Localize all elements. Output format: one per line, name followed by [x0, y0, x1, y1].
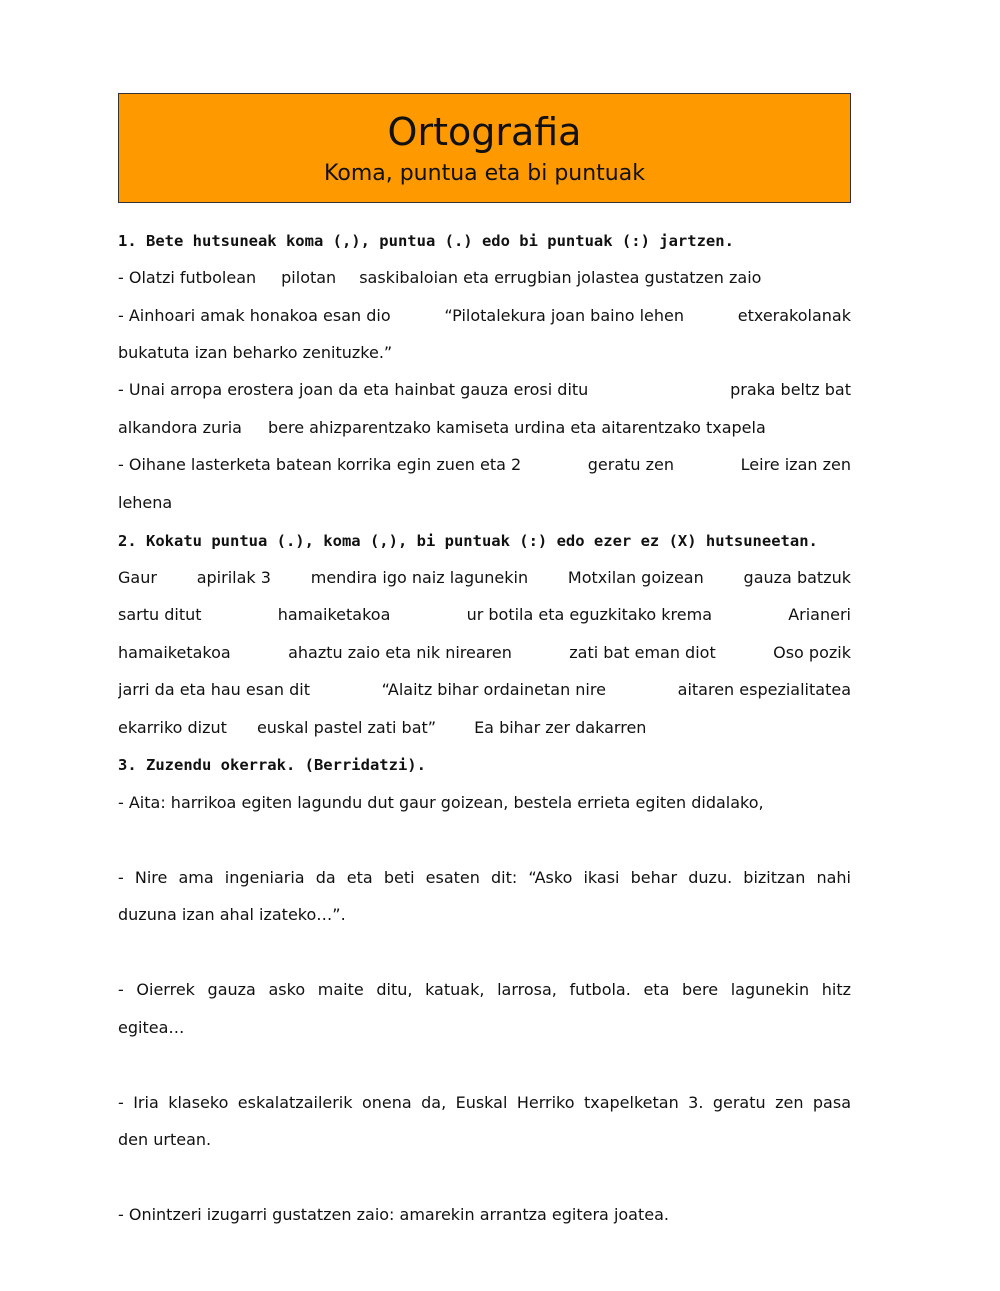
ex3-sentence-4-cont: den urtean.	[118, 1130, 212, 1149]
text-segment: saskibaloian eta errugbian jolastea gustatzen zaio	[359, 268, 762, 287]
ex1-sentence-3	[118, 377, 851, 403]
text-segment: Leire izan zen	[740, 455, 851, 474]
ex1-sentence-1	[118, 265, 851, 291]
ex3-sentence-2: - Nire ama ingeniaria da eta beti esaten dit: “Asko ikasi behar duzu. bizitzan nahi	[118, 868, 851, 887]
text-segment: apirilak 3	[196, 568, 271, 587]
text-segment: “Pilotalekura joan baino lehen	[444, 306, 684, 325]
text-segment: euskal pastel zati bat”	[256, 718, 437, 737]
text-segment: ekarriko dizut	[118, 718, 227, 737]
exercise1-heading: 1. Bete hutsuneak koma (,), puntua (.) edo bi puntuak (:) jartzen.	[118, 232, 734, 250]
text-segment: Arianeri	[788, 605, 851, 624]
ex2-line-4	[118, 677, 851, 703]
ex3-sentence-4: - Iria klaseko eskalatzailerik onena da, Euskal Herriko txapelketan 3. geratu zen pasa	[118, 1093, 851, 1112]
exercise2-heading: 2. Kokatu puntua (.), koma (,), bi puntuak (:) edo ezer ez (X) hutsuneetan.	[118, 532, 818, 550]
page-subtitle: Koma, puntua eta bi puntuak	[324, 161, 645, 186]
ex3-sentence-2-cont: duzuna izan ahal izateko…”.	[118, 905, 346, 924]
ex1-sentence-4-cont: lehena	[118, 493, 173, 512]
text-segment: hamaiketakoa	[277, 605, 391, 624]
exercise3-heading: 3. Zuzendu okerrak. (Berridatzi).	[118, 756, 426, 774]
text-segment: Ea bihar zer dakarren	[474, 718, 647, 737]
text-segment: bere ahizparentzako kamiseta urdina eta aitarentzako txapela	[267, 418, 766, 437]
text-segment: mendira igo naiz lagunekin	[310, 568, 529, 587]
text-segment: praka beltz bat	[730, 380, 851, 399]
ex3-sentence-1: - Aita: harrikoa egiten lagundu dut gaur goizean, bestela errieta egiten didalako,	[118, 793, 764, 812]
text-segment: ur botila eta eguzkitako krema	[466, 605, 713, 624]
text-segment: hamaiketakoa	[118, 643, 231, 662]
text-segment: aitaren espezialitatea	[677, 680, 851, 699]
ex1-sentence-2-cont: bukatuta izan beharko zenituzke.”	[118, 343, 393, 362]
text-segment: Gaur	[118, 568, 157, 587]
text-segment: sartu ditut	[118, 605, 202, 624]
text-segment: - Unai arropa erostera joan da eta hainbat gauza erosi ditu	[118, 380, 589, 399]
text-segment: alkandora zuria	[118, 418, 242, 437]
text-segment: etxerakolanak	[737, 306, 851, 325]
text-segment: pilotan	[281, 268, 337, 287]
text-segment: “Alaitz bihar ordainetan nire	[381, 680, 606, 699]
text-segment: gauza batzuk	[743, 568, 851, 587]
ex2-line-2	[118, 602, 851, 628]
text-segment: - Olatzi futbolean	[118, 268, 257, 287]
ex3-sentence-5: - Onintzeri izugarri gustatzen zaio: amarekin arrantza egitera joatea.	[118, 1205, 669, 1224]
ex2-line-1	[118, 565, 851, 591]
text-segment: Motxilan goizean	[567, 568, 704, 587]
text-segment: jarri da eta hau esan dit	[118, 680, 310, 699]
ex2-line-3	[118, 640, 851, 666]
ex1-sentence-2	[118, 303, 851, 329]
ex2-line-5	[118, 715, 851, 741]
ex3-sentence-3: - Oierrek gauza asko maite ditu, katuak, larrosa, futbola. eta bere lagunekin hitz	[118, 980, 851, 999]
page-title: Ortografia	[387, 110, 582, 154]
text-segment: ahaztu zaio eta nik nirearen	[288, 643, 512, 662]
text-segment: - Oihane lasterketa batean korrika egin zuen eta 2	[118, 455, 522, 474]
ex1-sentence-3-cont	[118, 415, 851, 441]
ex3-sentence-3-cont: egitea…	[118, 1018, 185, 1037]
text-segment: geratu zen	[587, 455, 675, 474]
ex1-sentence-4	[118, 452, 851, 478]
text-segment: zati bat eman diot	[569, 643, 716, 662]
title-box	[118, 93, 851, 203]
text-segment: Oso pozik	[773, 643, 851, 662]
text-segment: - Ainhoari amak honakoa esan dio	[118, 306, 391, 325]
